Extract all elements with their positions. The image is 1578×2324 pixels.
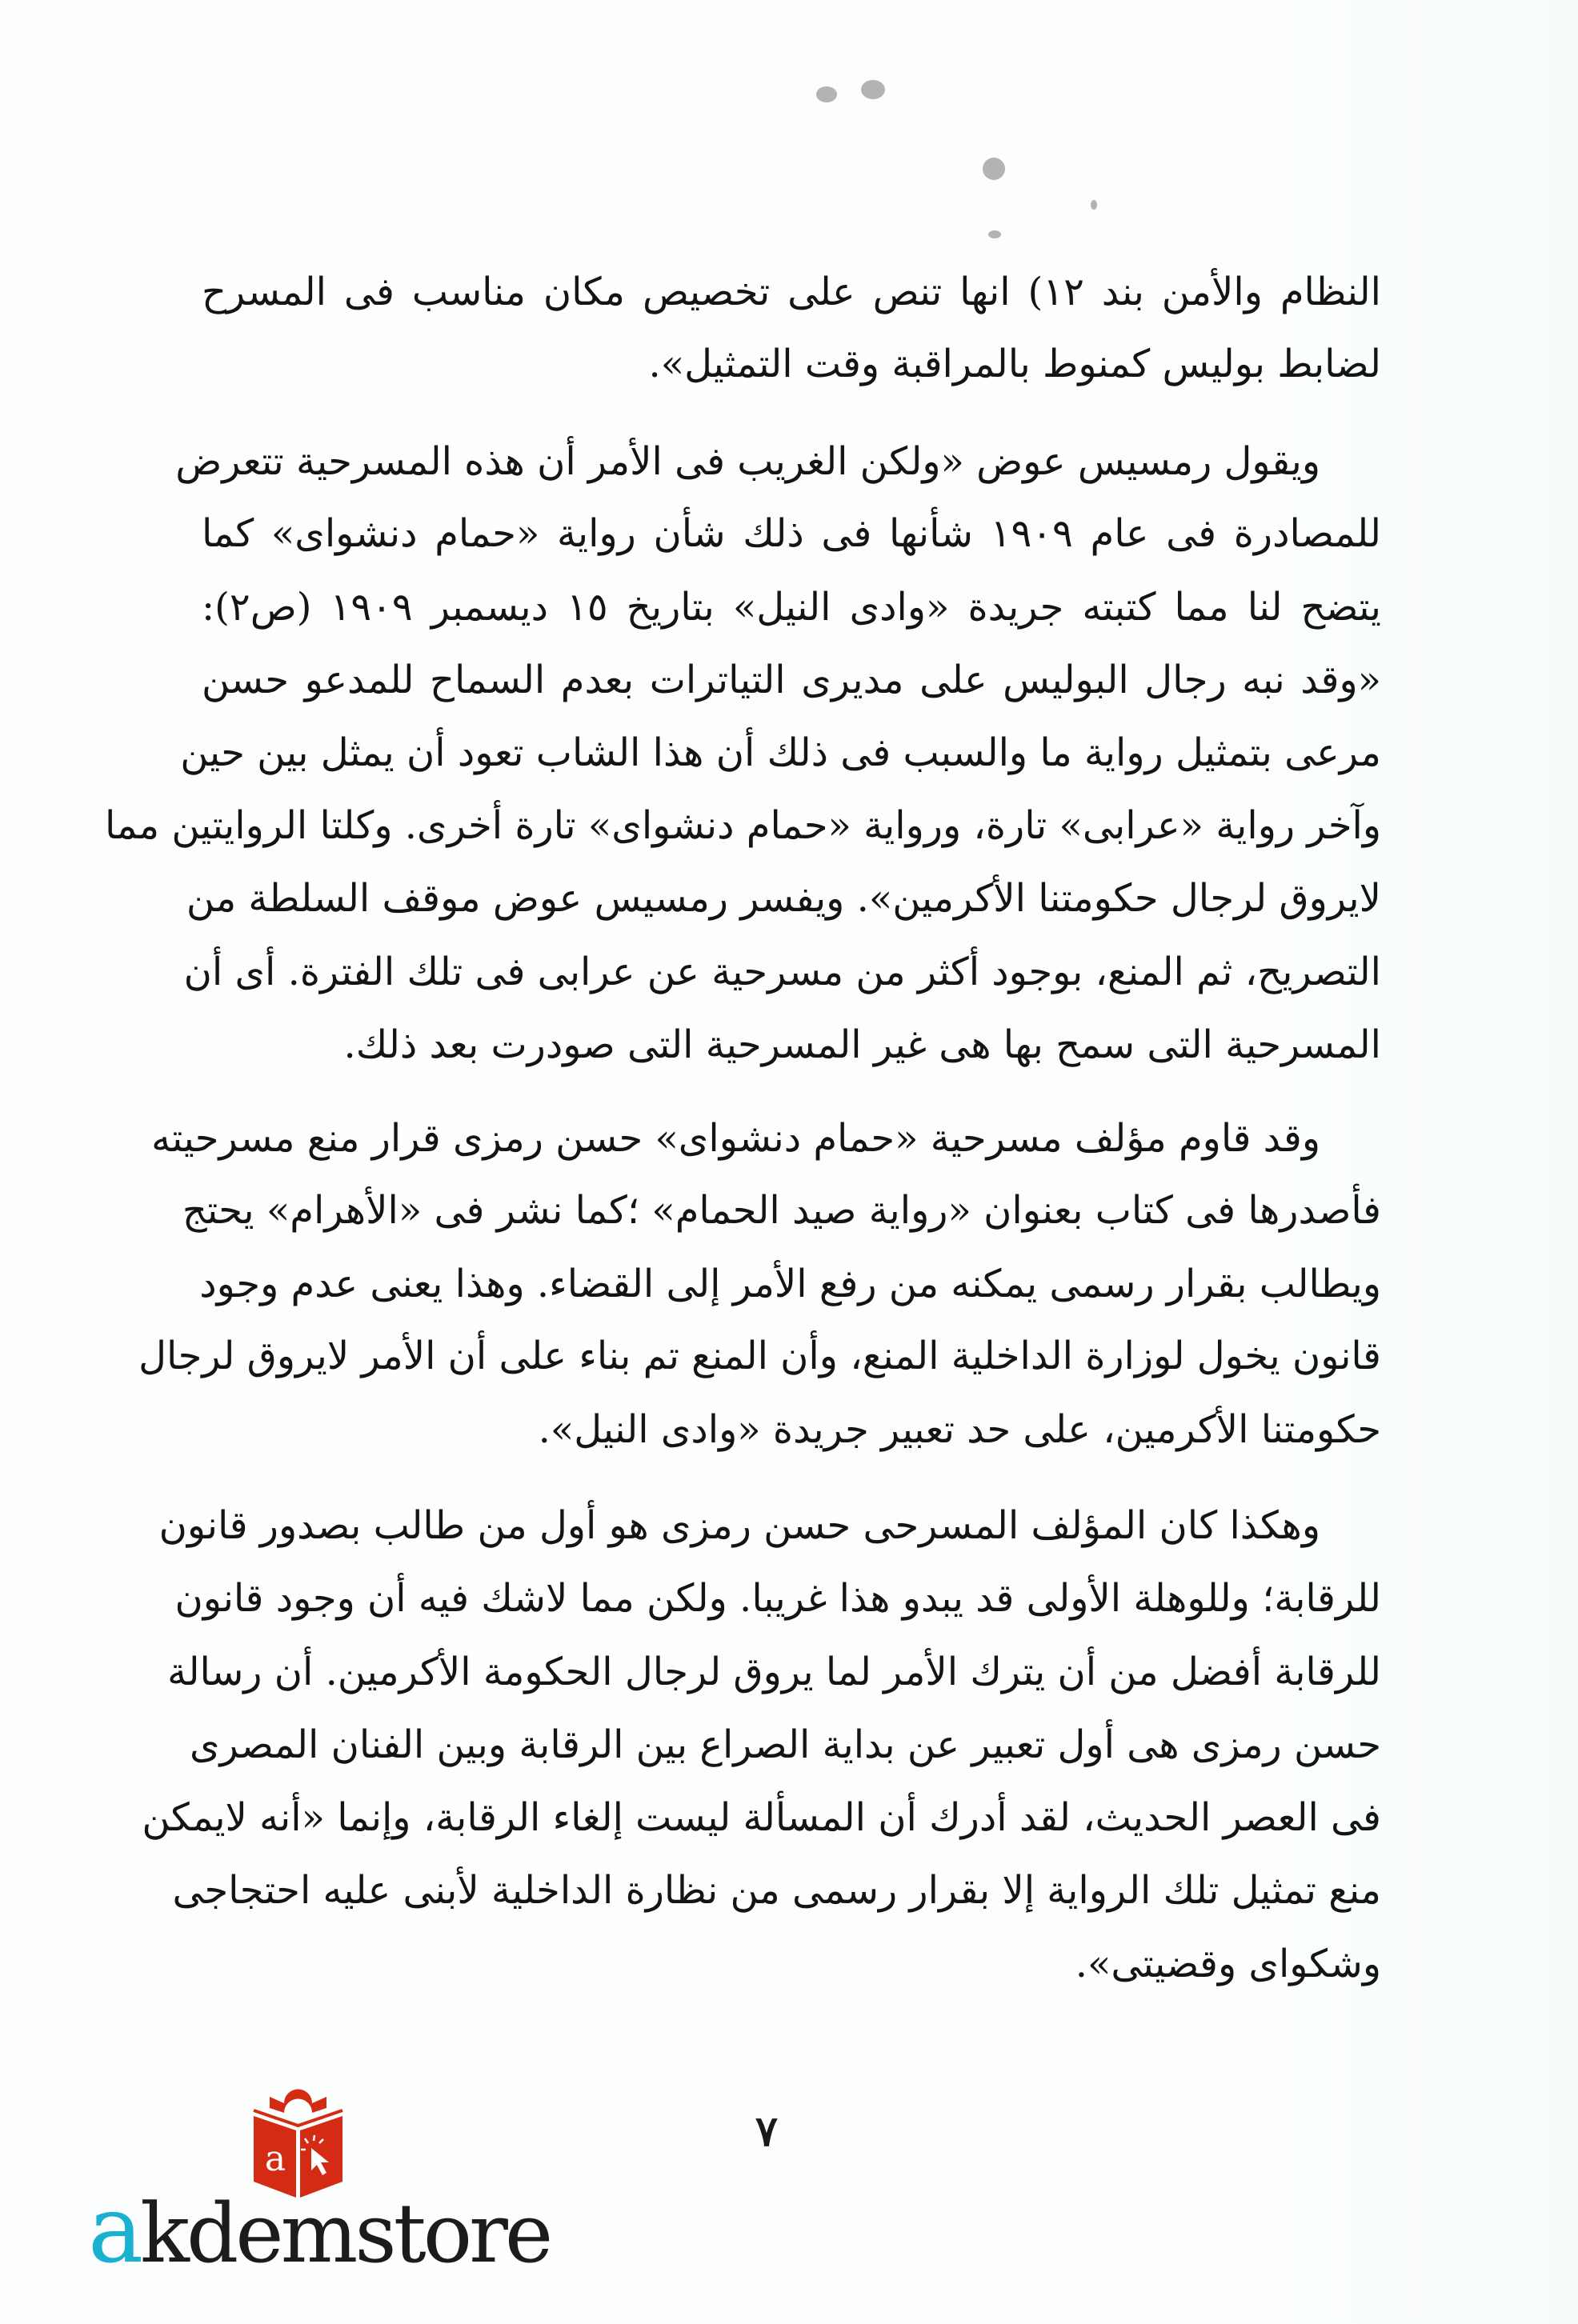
scan-speck [1091, 200, 1097, 210]
scan-speck [861, 80, 885, 99]
text-line: حسن رمزى هى أول تعبير عن بداية الصراع بين الرقابة وبين الفنان المصرى [189, 1722, 1381, 1767]
page-number: ٧ [755, 2107, 778, 2156]
text-line: فأصدرها فى كتاب بعنوان «رواية صيد الحمام» ؛كما نشر فى «الأهرام» يحتج [182, 1188, 1381, 1233]
scan-speck [988, 230, 1001, 238]
scan-speck [983, 158, 1005, 180]
paragraph-first-line: وقد قاوم مؤلف مسرحية «حمام دنشواى» حسن رمزى قرار منع مسرحيته [151, 1116, 1320, 1161]
text-line: ويطالب بقرار رسمى يمكنه من رفع الأمر إلى القضاء. وهذا يعنى عدم وجود [199, 1262, 1381, 1306]
text-line: للمصادرة فى عام ١٩٠٩ شأنها فى ذلك شأن رواية «حمام دنشواى» كما [202, 511, 1381, 556]
text-line: حكومتنا الأكرمين، على حد تعبير جريدة «وادى النيل». [538, 1407, 1381, 1452]
text-line: للرقابة أفضل من أن يترك الأمر لما يروق لرجال الحكومة الأكرمين. أن رسالة [167, 1650, 1381, 1694]
text-line: «وقد نبه رجال البوليس على مديرى التياترات بعدم السماح للمدعو حسن [202, 658, 1381, 702]
scan-speck [816, 86, 837, 102]
logo-wordmark-rest: kdemstore [140, 2186, 551, 2282]
text-line: للرقابة؛ وللوهلة الأولى قد يبدو هذا غريبا. ولكن مما لاشك فيه أن وجود قانون [174, 1576, 1381, 1621]
text-line: يتضح لنا مما كتبته جريدة «وادى النيل» بتاريخ ١٥ ديسمبر ١٩٠٩ (ص٢): [202, 585, 1381, 630]
text-line: منع تمثيل تلك الرواية إلا بقرار رسمى من نظارة الداخلية لأبنى عليه احتجاجى [172, 1868, 1381, 1913]
paragraph-first-line: ويقول رمسيس عوض «ولكن الغريب فى الأمر أن هذه المسرحية تتعرض [175, 439, 1320, 484]
logo-wordmark [88, 2176, 551, 2284]
paragraph-first-line: وهكذا كان المؤلف المسرحى حسن رمزى هو أول من طالب بصدور قانون [158, 1503, 1320, 1548]
text-line: لضابط بوليس كمنوط بالمراقبة وقت التمثيل». [648, 342, 1381, 386]
akdemstore-logo [88, 2084, 551, 2284]
text-line: المسرحية التى سمح بها هى غير المسرحية التى صودرت بعد ذلك. [343, 1022, 1381, 1067]
text-line: التصريح، ثم المنع، بوجود أكثر من مسرحية عن عرابى فى تلك الفترة. أى أن [183, 950, 1381, 994]
svg-text:a: a [264, 2138, 286, 2179]
text-line: النظام والأمن بند ١٢) انها تنص على تخصيص مكان مناسب فى المسرح [202, 270, 1381, 314]
text-line: قانون يخول لوزارة الداخلية المنع، وأن المنع تم بناء على أن الأمر لايروق لرجال [138, 1334, 1381, 1378]
logo-wordmark-initial: a [88, 2176, 141, 2284]
text-line: وآخر رواية «عرابى» تارة، ورواية «حمام دنشواى» تارة أخرى. وكلتا الروايتين مما [105, 803, 1381, 848]
text-line: مرعى بتمثيل رواية ما والسبب فى ذلك أن هذا الشاب تعود أن يمثل بين حين [180, 730, 1381, 775]
text-line: فى العصر الحديث، لقد أدرك أن المسألة ليست إلغاء الرقابة، وإنما «أنه لايمكن [142, 1795, 1381, 1840]
open-book-with-cursor-icon [252, 2084, 344, 2200]
text-line: وشكواى وقضيتى». [1075, 1942, 1381, 1986]
text-line: لايروق لرجال حكومتنا الأكرمين». ويفسر رمسيس عوض موقف السلطة من [186, 876, 1381, 921]
